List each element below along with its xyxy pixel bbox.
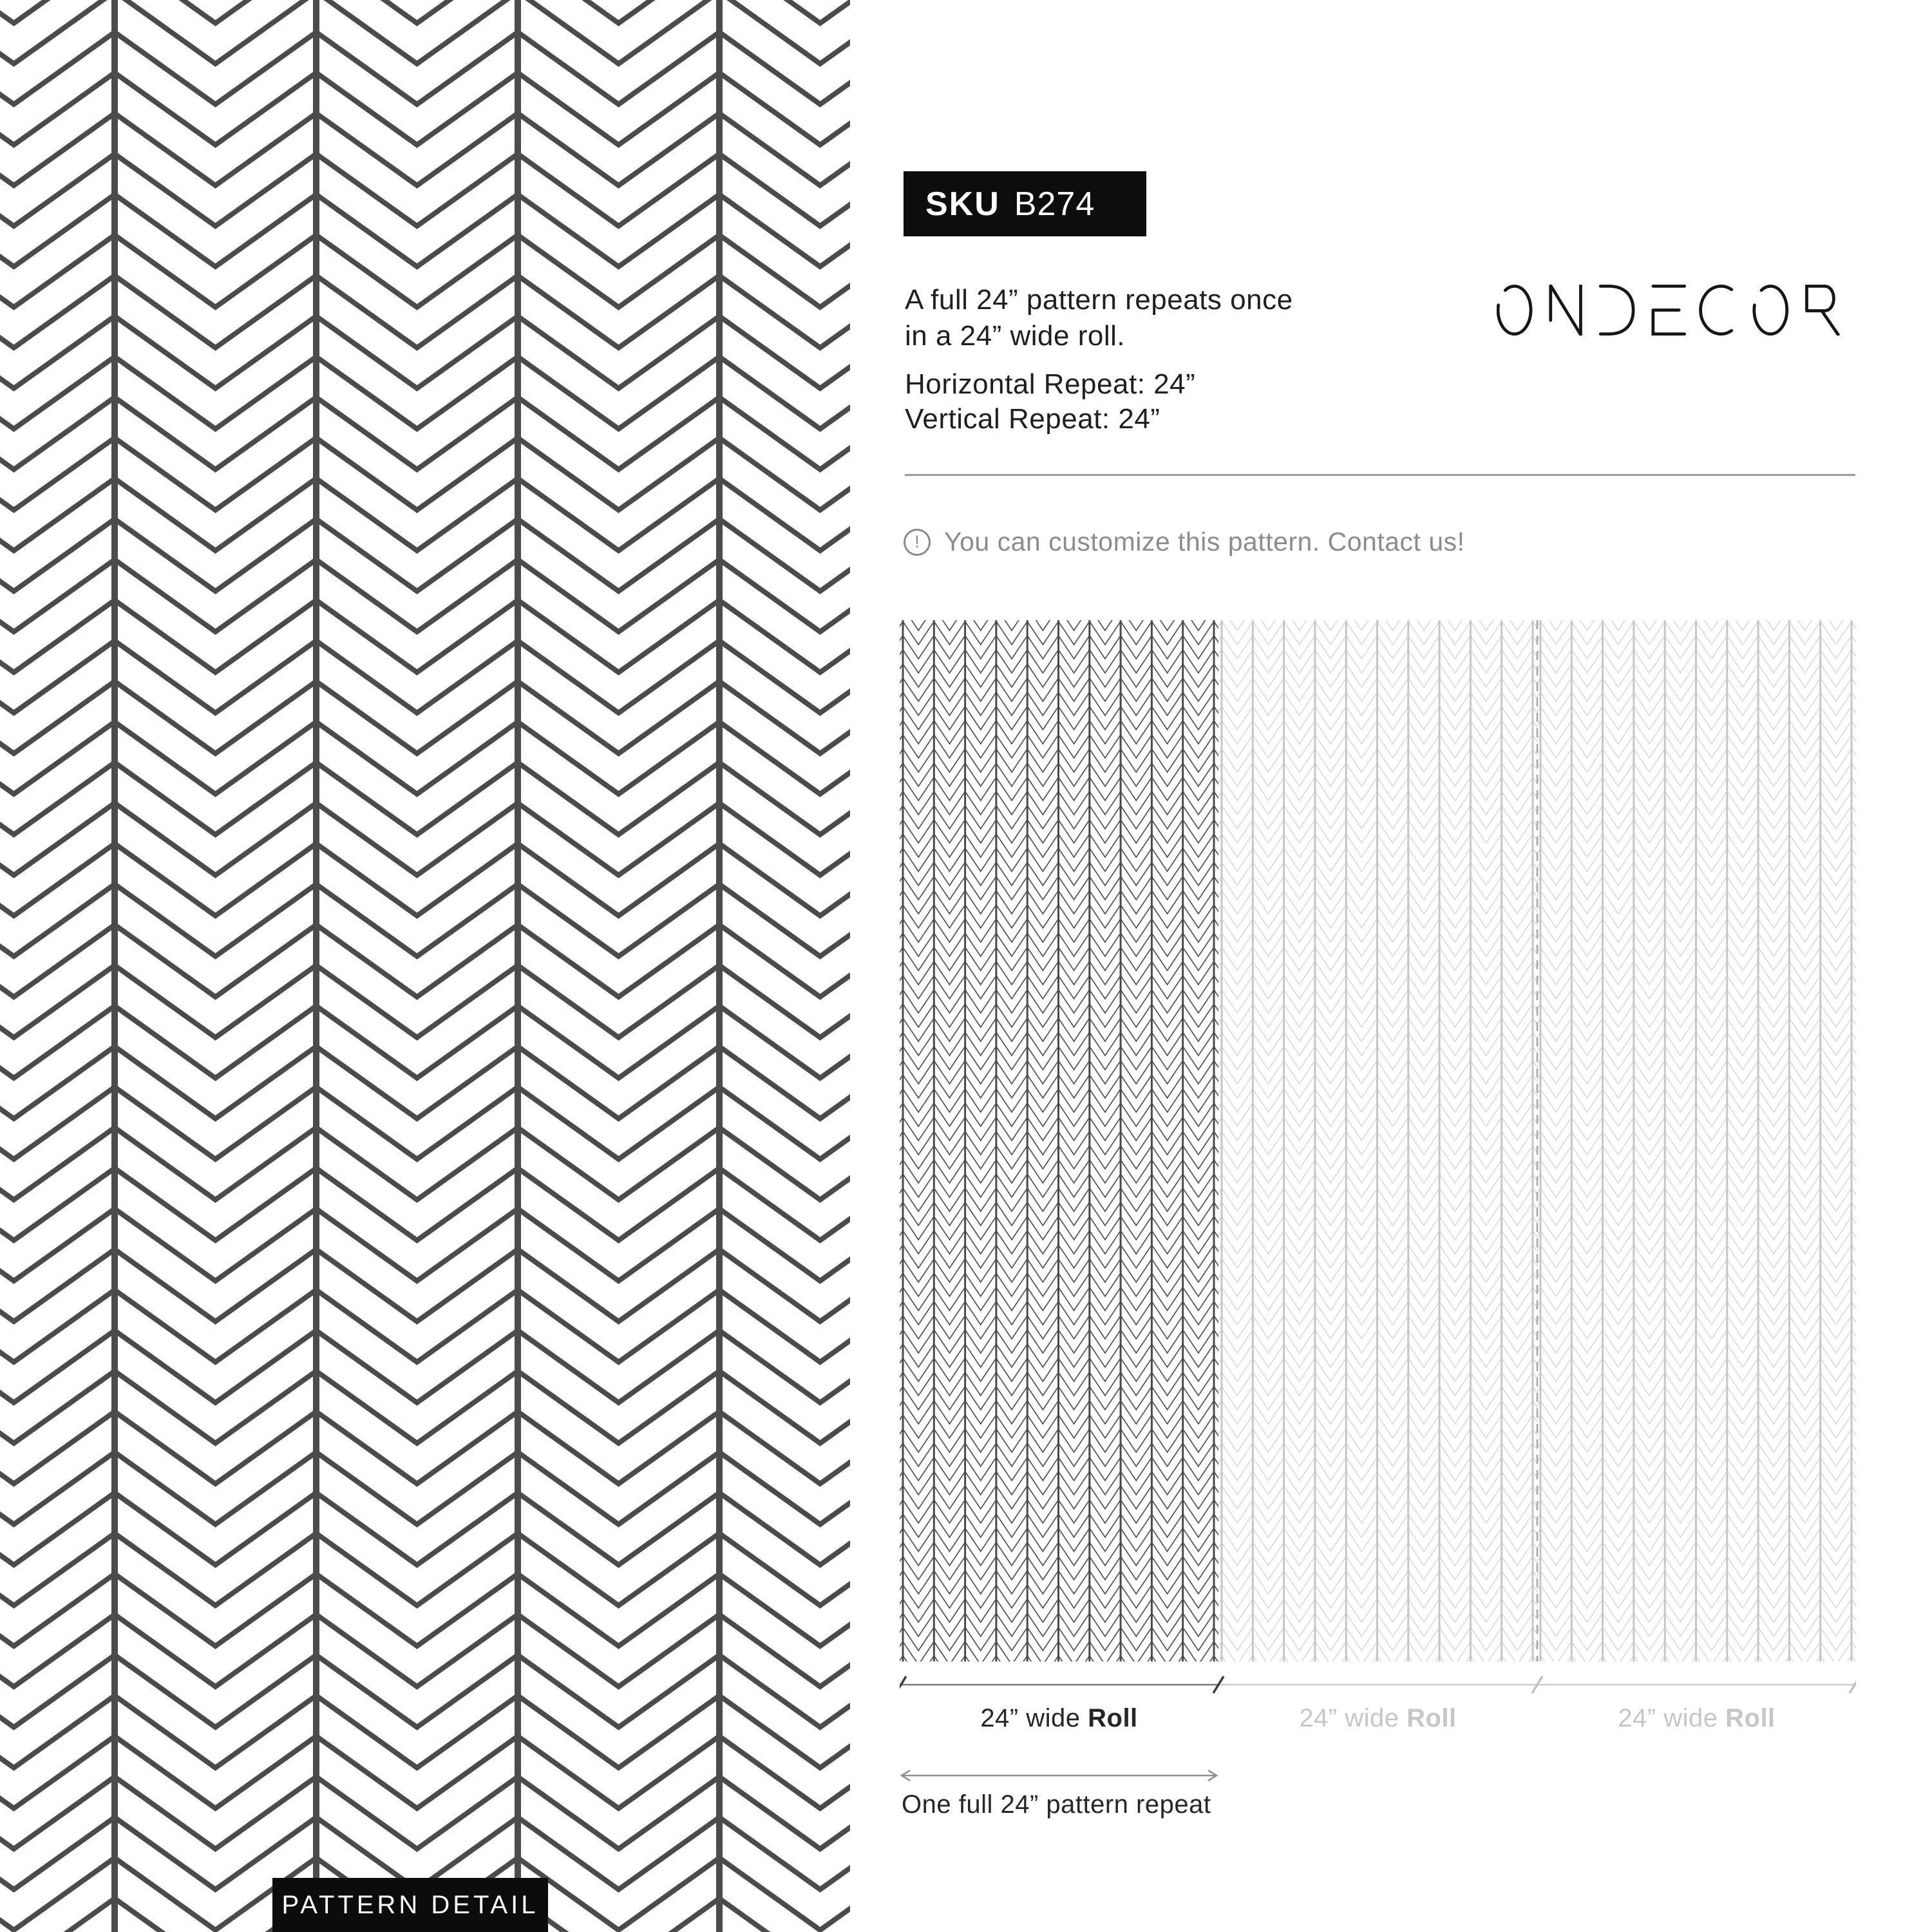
customize-notice[interactable] — [904, 527, 1465, 557]
description-line-2: in a 24” wide roll. — [905, 320, 1126, 352]
sku-value: B274 — [1014, 185, 1095, 223]
roll-label-1-bold: Roll — [1088, 1704, 1138, 1732]
repeat-info — [905, 367, 1195, 437]
pattern-detail-badge-text: PATTERN DETAIL — [281, 1890, 539, 1919]
roll-width-dimension-arrows — [900, 1673, 1856, 1701]
roll-label-1 — [900, 1704, 1218, 1733]
roll-label-1-prefix: 24” wide — [980, 1704, 1088, 1732]
pattern-detail-image — [0, 0, 850, 1932]
pattern-description — [905, 282, 1293, 354]
vertical-repeat: Vertical Repeat: 24” — [905, 403, 1160, 435]
horizontal-repeat: Horizontal Repeat: 24” — [905, 368, 1196, 400]
divider-line — [905, 474, 1855, 476]
info-circle-icon: ! — [904, 529, 931, 556]
roll-label-2-prefix: 24” wide — [1299, 1704, 1407, 1732]
ondecor-logo — [1497, 285, 1846, 336]
roll-label-3-prefix: 24” wide — [1618, 1704, 1726, 1732]
customize-notice-text: You can customize this pattern. Contact us! — [944, 527, 1465, 556]
description-line-1: A full 24” pattern repeats once — [905, 284, 1293, 316]
roll-preview-image — [900, 620, 1856, 1662]
roll-label-3-bold: Roll — [1725, 1704, 1776, 1732]
sku-label: SKU — [925, 185, 1000, 223]
pattern-repeat-caption: One full 24” pattern repeat — [902, 1790, 1211, 1819]
roll-label-3 — [1537, 1704, 1856, 1733]
roll-label-2 — [1218, 1704, 1537, 1733]
pattern-detail-badge — [272, 1878, 548, 1932]
roll-label-2-bold: Roll — [1406, 1704, 1457, 1732]
pattern-repeat-dimension-arrow — [900, 1765, 1218, 1788]
sku-badge — [904, 171, 1146, 236]
